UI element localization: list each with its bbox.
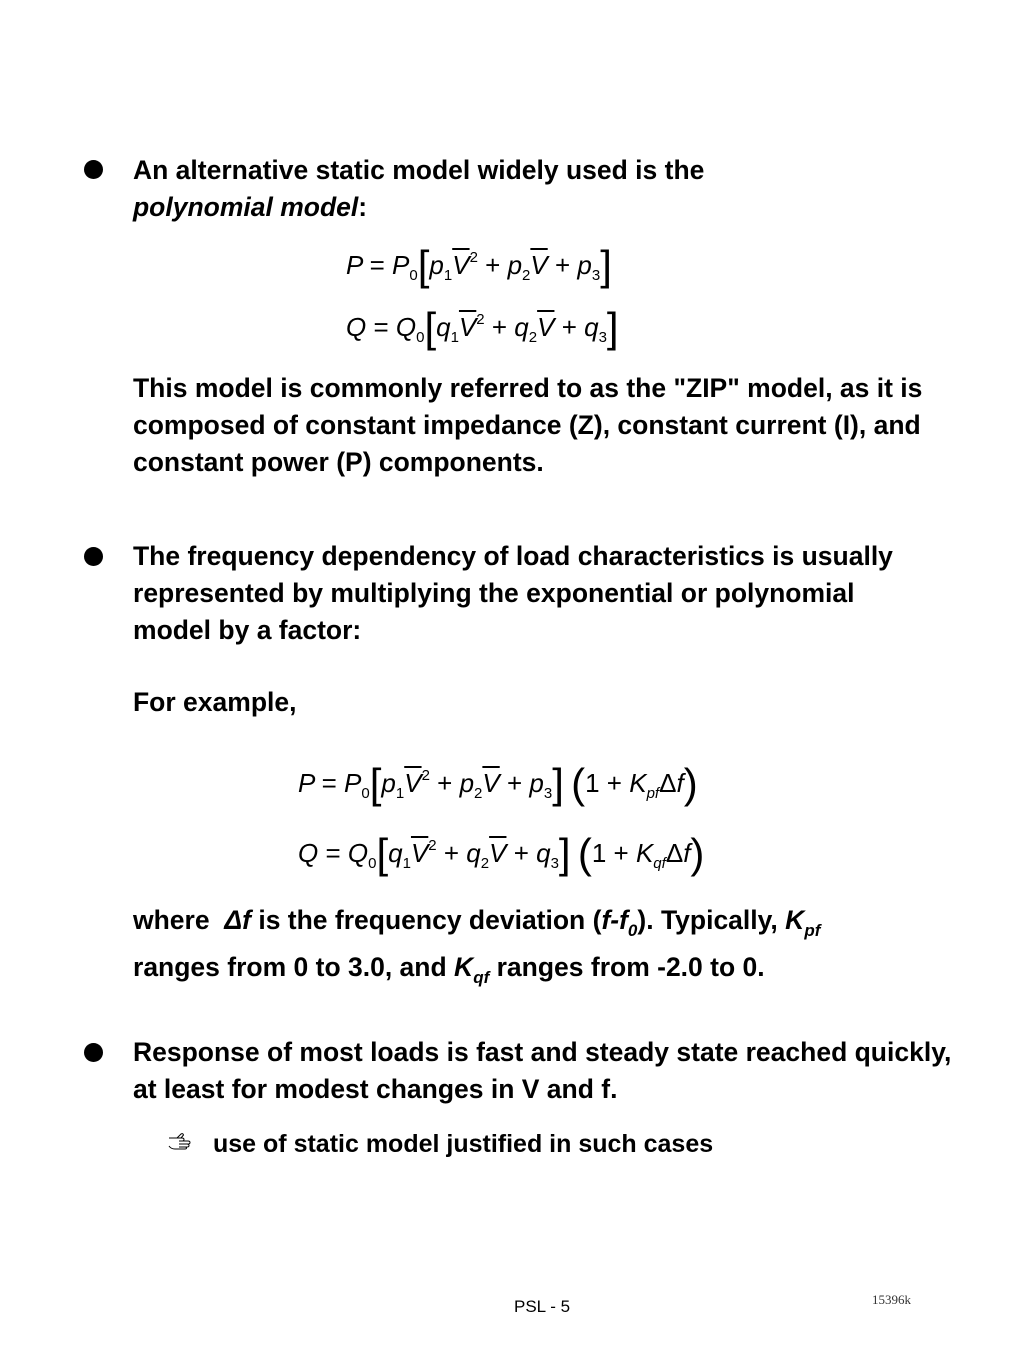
- pointing-hand-icon: [168, 1132, 194, 1150]
- equation-p-polynomial: $P = P_0[p_1\overline{V}^2 + p_2\overline{V} + p_3]$: [346, 242, 612, 289]
- bullet-2: [84, 547, 104, 567]
- equation-p-frequency: $P = P_0[p_1\overline{V}^2 + p_2\overline{V} + p_3] (1 + K_{pf}\Delta f)$: [298, 760, 698, 807]
- for-example-label: For example,: [133, 687, 297, 717]
- bullet-1-text: [133, 152, 963, 226]
- where-paragraph: where Δf is the frequency deviation $(f-f_0)$. Typically, $K_{pf}$ ranges from 0 to 3.0, and $K_{qf}$ ranges from -2.0 to 0.: [133, 905, 821, 987]
- bullet-1: [84, 160, 104, 180]
- bullet-1-colon: :: [358, 192, 368, 222]
- equation-q-frequency: $Q = Q_0[q_1\overline{V}^2 + q_2\overline{V} + q_3] (1 + K_{qf}\Delta f)$: [298, 830, 705, 877]
- equation-q-polynomial: $Q = Q_0[q_1\overline{V}^2 + q_2\overline{V} + q_3]$: [346, 304, 619, 351]
- sub-item-static-model: use of static model justified in such cases: [213, 1130, 714, 1158]
- polynomial-model-term: polynomial model: [133, 192, 359, 222]
- bullet-2-text: The frequency dependency of load characteristics is usually represented by multiplying the exponential or polynomial model by a factor:: [133, 541, 893, 645]
- bullet-3: [84, 1043, 104, 1063]
- slide-code: 15396k: [872, 1292, 911, 1307]
- bullet-1-line1: An alternative static model widely used is the: [133, 155, 705, 185]
- page-footer: PSL - 5: [514, 1297, 571, 1316]
- bullet-3-text: Response of most loads is fast and steady state reached quickly, at least for modest changes in V and f.: [133, 1037, 952, 1104]
- zip-model-paragraph: This model is commonly referred to as the "ZIP" model, as it is composed of constant impedance (Z), constant current (I), and constant power (P) components.: [133, 373, 923, 477]
